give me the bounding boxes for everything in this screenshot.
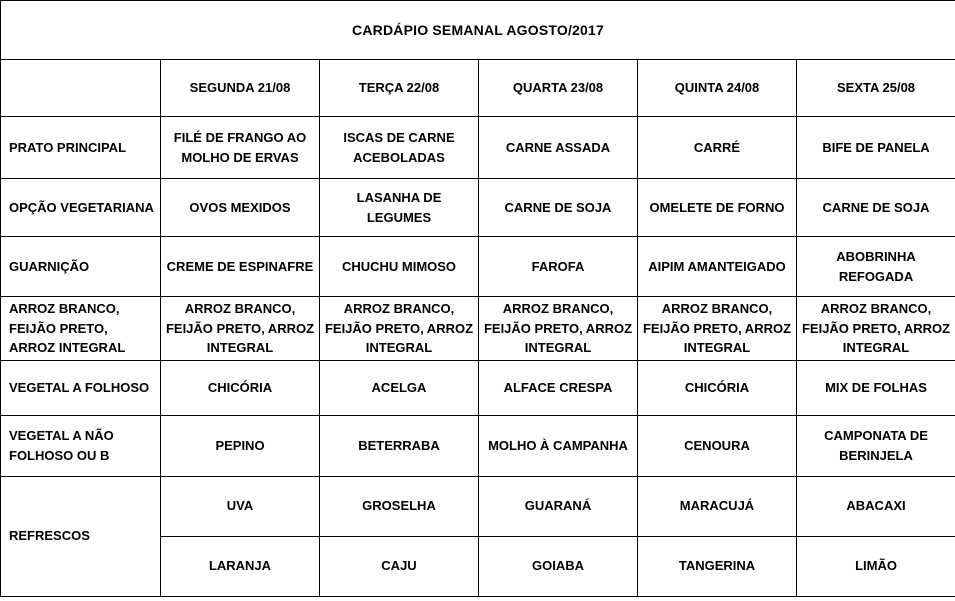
day-header: TERÇA 22/08	[320, 60, 479, 117]
menu-cell: MARACUJÁ	[638, 476, 797, 536]
row-label: REFRESCOS	[1, 476, 161, 596]
menu-cell: OMELETE DE FORNO	[638, 179, 797, 237]
menu-cell: FILÉ DE FRANGO AO MOLHO DE ERVAS	[161, 117, 320, 179]
menu-cell: ABACAXI	[797, 476, 955, 536]
table-row-guarnicao	[1, 237, 955, 297]
menu-cell: ARROZ BRANCO, FEIJÃO PRETO, ARROZ INTEGRAL	[638, 297, 797, 361]
menu-cell: CHICÓRIA	[161, 360, 320, 415]
row-label: PRATO PRINCIPAL	[1, 117, 161, 179]
day-header: SEXTA 25/08	[797, 60, 955, 117]
menu-cell: CHICÓRIA	[638, 360, 797, 415]
menu-cell: LIMÃO	[797, 536, 955, 596]
menu-cell: CARNE DE SOJA	[797, 179, 955, 237]
menu-cell: ARROZ BRANCO, FEIJÃO PRETO, ARROZ INTEGRAL	[797, 297, 955, 361]
menu-cell: LARANJA	[161, 536, 320, 596]
row-label: OPÇÃO VEGETARIANA	[1, 179, 161, 237]
menu-cell: ARROZ BRANCO, FEIJÃO PRETO, ARROZ INTEGRAL	[161, 297, 320, 361]
corner-cell	[1, 60, 161, 117]
menu-cell: AIPIM AMANTEIGADO	[638, 237, 797, 297]
menu-cell: TANGERINA	[638, 536, 797, 596]
day-header: QUARTA 23/08	[479, 60, 638, 117]
menu-cell: ABOBRINHA REFOGADA	[797, 237, 955, 297]
menu-cell: ARROZ BRANCO, FEIJÃO PRETO, ARROZ INTEGRAL	[320, 297, 479, 361]
menu-cell: CAJU	[320, 536, 479, 596]
menu-cell: MOLHO À CAMPANHA	[479, 415, 638, 476]
menu-cell: CREME DE ESPINAFRE	[161, 237, 320, 297]
menu-cell: GUARANÁ	[479, 476, 638, 536]
menu-cell: CAMPONATA DE BERINJELA	[797, 415, 955, 476]
page-title: CARDÁPIO SEMANAL AGOSTO/2017	[1, 1, 955, 60]
menu-cell: GROSELHA	[320, 476, 479, 536]
row-label: GUARNIÇÃO	[1, 237, 161, 297]
menu-cell: OVOS MEXIDOS	[161, 179, 320, 237]
menu-cell: FAROFA	[479, 237, 638, 297]
menu-cell: BIFE DE PANELA	[797, 117, 955, 179]
row-label: VEGETAL A FOLHOSO	[1, 360, 161, 415]
header-row	[1, 60, 955, 117]
table-row-arroz-feijao	[1, 297, 955, 361]
menu-cell: MIX DE FOLHAS	[797, 360, 955, 415]
menu-cell: CARNE ASSADA	[479, 117, 638, 179]
menu-cell: PEPINO	[161, 415, 320, 476]
menu-cell: CHUCHU MIMOSO	[320, 237, 479, 297]
day-header: QUINTA 24/08	[638, 60, 797, 117]
table-row-vegetal-folhoso	[1, 360, 955, 415]
table-row-vegetal-nao-folhoso	[1, 415, 955, 476]
menu-cell: LASANHA DE LEGUMES	[320, 179, 479, 237]
menu-cell: ARROZ BRANCO, FEIJÃO PRETO, ARROZ INTEGRAL	[479, 297, 638, 361]
menu-cell: ACELGA	[320, 360, 479, 415]
menu-cell: ALFACE CRESPA	[479, 360, 638, 415]
table-row-prato-principal	[1, 117, 955, 179]
menu-cell: BETERRABA	[320, 415, 479, 476]
row-label: ARROZ BRANCO, FEIJÃO PRETO, ARROZ INTEGRAL	[1, 297, 161, 361]
table-row-refrescos-1	[1, 476, 955, 536]
menu-cell: GOIABA	[479, 536, 638, 596]
row-label: VEGETAL A NÃO FOLHOSO OU B	[1, 415, 161, 476]
title-row	[1, 1, 955, 60]
menu-cell: ISCAS DE CARNE ACEBOLADAS	[320, 117, 479, 179]
menu-cell: CARRÉ	[638, 117, 797, 179]
menu-cell: CENOURA	[638, 415, 797, 476]
menu-cell: UVA	[161, 476, 320, 536]
menu-cell: CARNE DE SOJA	[479, 179, 638, 237]
day-header: SEGUNDA 21/08	[161, 60, 320, 117]
table-row-opcao-vegetariana	[1, 179, 955, 237]
